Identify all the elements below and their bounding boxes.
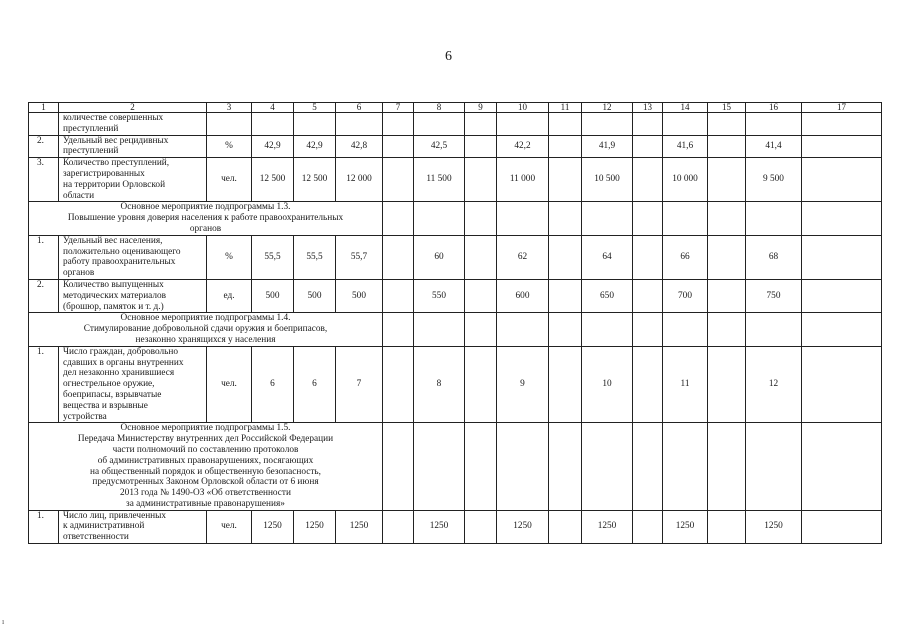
- value-cell: 1250: [414, 510, 465, 543]
- value-cell: [633, 279, 663, 312]
- value-cell: [383, 158, 414, 202]
- empty-cell: [414, 202, 465, 235]
- empty-cell: [383, 423, 414, 510]
- value-cell: [465, 279, 497, 312]
- column-number: 3: [207, 103, 252, 113]
- value-cell: 500: [294, 279, 336, 312]
- section-title-line: об административных правонарушениях, посягающих: [97, 455, 314, 466]
- indicator-name-line: ответственности: [63, 532, 129, 543]
- empty-cell: [663, 423, 708, 510]
- value-cell: 750: [746, 279, 802, 312]
- column-number-row: [29, 103, 882, 113]
- value-cell: [465, 113, 497, 136]
- value-cell: [465, 235, 497, 279]
- column-number: 10: [497, 103, 549, 113]
- column-number: 12: [582, 103, 633, 113]
- value-cell: 12 500: [294, 158, 336, 202]
- empty-cell: [465, 313, 497, 346]
- value-cell: 550: [414, 279, 465, 312]
- value-cell: 10 500: [582, 158, 633, 202]
- column-number: 4: [252, 103, 294, 113]
- page-number: 6: [445, 49, 452, 64]
- column-number: 15: [708, 103, 746, 113]
- value-cell: [708, 113, 746, 136]
- section-title-line: Основное мероприятие подпрограммы 1.4.: [120, 313, 291, 324]
- empty-cell: [414, 423, 465, 510]
- empty-cell: [414, 313, 465, 346]
- empty-cell: [802, 202, 882, 235]
- indicator-name-line: Число лиц, привлеченных: [63, 510, 167, 521]
- value-cell: [633, 510, 663, 543]
- value-cell: [549, 135, 582, 158]
- value-cell: 1250: [336, 510, 383, 543]
- empty-cell: [582, 423, 633, 510]
- indicator-name-line: количестве совершенных: [63, 113, 164, 123]
- empty-cell: [663, 313, 708, 346]
- value-cell: [633, 346, 663, 423]
- value-cell: [414, 113, 465, 136]
- section-row: [29, 313, 882, 346]
- empty-cell: [708, 313, 746, 346]
- value-cell: [708, 135, 746, 158]
- section-row: [29, 423, 882, 510]
- section-title-line: незаконно хранящихся у населения: [135, 334, 276, 345]
- value-cell: 12 000: [336, 158, 383, 202]
- value-cell: [549, 235, 582, 279]
- row-number: 1.: [29, 235, 59, 279]
- value-cell: [549, 510, 582, 543]
- value-cell: [549, 346, 582, 423]
- empty-cell: [497, 313, 549, 346]
- indicator-name-line: к административной: [63, 521, 145, 532]
- row-number: 2.: [29, 279, 59, 312]
- empty-cell: [465, 423, 497, 510]
- value-cell: 11 500: [414, 158, 465, 202]
- value-cell: 11 000: [497, 158, 549, 202]
- indicator-name-line: Число граждан, добровольно: [63, 346, 179, 357]
- column-number: 1: [29, 103, 59, 113]
- indicator-name: [59, 279, 207, 312]
- value-cell: 42,9: [252, 135, 294, 158]
- section-title-line: Основное мероприятие подпрограммы 1.3.: [120, 202, 291, 213]
- column-number: 6: [336, 103, 383, 113]
- section-title: [29, 423, 383, 510]
- section-title-line: 2013 года № 1490-ОЗ «Об ответственности: [120, 488, 291, 499]
- indicator-name-line: на территории Орловской: [63, 179, 166, 190]
- value-cell: [383, 235, 414, 279]
- indicator-row: [29, 158, 882, 202]
- value-cell: [663, 113, 708, 136]
- value-cell: 55,5: [294, 235, 336, 279]
- value-cell: 55,5: [252, 235, 294, 279]
- section-title-line: за административные правонарушения»: [126, 498, 285, 509]
- value-cell: [549, 113, 582, 136]
- indicator-name: [59, 346, 207, 423]
- indicator-name-line: преступлений: [63, 146, 119, 157]
- indicator-name-line: (брошюр, памяток и т. д.): [63, 301, 164, 312]
- value-cell: 41,6: [663, 135, 708, 158]
- value-cell: [294, 113, 336, 136]
- value-cell: 11: [663, 346, 708, 423]
- indicator-row: [29, 510, 882, 543]
- row-number: 3.: [29, 158, 59, 202]
- value-cell: [383, 510, 414, 543]
- indicator-row: [29, 235, 882, 279]
- value-cell: 1250: [746, 510, 802, 543]
- value-cell: [383, 135, 414, 158]
- value-cell: 1250: [497, 510, 549, 543]
- section-title: [29, 202, 383, 235]
- table-body: [29, 103, 882, 544]
- value-cell: [383, 113, 414, 136]
- section-title-line: органов: [189, 223, 222, 234]
- indicators-table: [28, 102, 882, 544]
- value-cell: 64: [582, 235, 633, 279]
- empty-cell: [633, 423, 663, 510]
- empty-cell: [663, 202, 708, 235]
- value-cell: 12 500: [252, 158, 294, 202]
- value-cell: 1250: [294, 510, 336, 543]
- value-cell: [802, 279, 882, 312]
- indicator-row: [29, 113, 882, 136]
- value-cell: [465, 346, 497, 423]
- value-cell: 6: [294, 346, 336, 423]
- value-cell: 6: [252, 346, 294, 423]
- value-cell: 66: [663, 235, 708, 279]
- indicator-row: [29, 346, 882, 423]
- value-cell: 55,7: [336, 235, 383, 279]
- indicator-name: [59, 158, 207, 202]
- empty-cell: [633, 313, 663, 346]
- indicator-name-line: сдавших в органы внутренних: [63, 357, 184, 368]
- column-number: 13: [633, 103, 663, 113]
- value-cell: [708, 158, 746, 202]
- column-number: 16: [746, 103, 802, 113]
- value-cell: [497, 113, 549, 136]
- column-number: 2: [59, 103, 207, 113]
- indicator-name-line: Удельный вес населения,: [63, 235, 163, 246]
- section-title-line: Стимулирование добровольной сдачи оружия и боеприпасов,: [83, 324, 328, 335]
- value-cell: 1250: [582, 510, 633, 543]
- indicator-name-line: боеприпасы, взрывчатые: [63, 389, 162, 400]
- value-cell: 650: [582, 279, 633, 312]
- empty-cell: [582, 202, 633, 235]
- value-cell: [633, 235, 663, 279]
- unit-cell: чел.: [207, 346, 252, 423]
- empty-cell: [633, 202, 663, 235]
- indicator-name-line: Количество выпущенных: [63, 279, 164, 290]
- indicator-name: [59, 235, 207, 279]
- value-cell: [383, 279, 414, 312]
- value-cell: 1250: [252, 510, 294, 543]
- value-cell: [708, 510, 746, 543]
- value-cell: [582, 113, 633, 136]
- indicator-name: [59, 135, 207, 158]
- column-number: 8: [414, 103, 465, 113]
- empty-cell: [746, 202, 802, 235]
- indicator-name: [59, 510, 207, 543]
- column-number: 7: [383, 103, 414, 113]
- indicator-name-line: дел незаконно хранившиеся: [63, 368, 175, 379]
- indicator-name-line: работу правоохранительных: [63, 257, 176, 268]
- column-number: 9: [465, 103, 497, 113]
- section-title-line: Повышение уровня доверия населения к работе правоохранительных: [67, 213, 344, 224]
- value-cell: [633, 158, 663, 202]
- indicator-name-line: преступлений: [63, 123, 119, 134]
- value-cell: 10 000: [663, 158, 708, 202]
- value-cell: [633, 113, 663, 136]
- section-title-line: Передача Министерству внутренних дел Российской Федерации: [77, 434, 334, 445]
- empty-cell: [746, 313, 802, 346]
- empty-cell: [802, 313, 882, 346]
- column-number: 14: [663, 103, 708, 113]
- value-cell: 62: [497, 235, 549, 279]
- indicator-name-line: вещества и взрывные: [63, 400, 148, 411]
- value-cell: 41,9: [582, 135, 633, 158]
- value-cell: [802, 135, 882, 158]
- value-cell: 42,9: [294, 135, 336, 158]
- value-cell: [802, 510, 882, 543]
- indicator-name-line: органов: [63, 268, 95, 279]
- section-title-line: на общественный порядок и общественную безопасность,: [90, 466, 321, 477]
- empty-cell: [549, 313, 582, 346]
- value-cell: 8: [414, 346, 465, 423]
- value-cell: 9 500: [746, 158, 802, 202]
- value-cell: [465, 158, 497, 202]
- value-cell: 500: [336, 279, 383, 312]
- row-number: [29, 113, 59, 136]
- column-number: 11: [549, 103, 582, 113]
- empty-cell: [582, 313, 633, 346]
- empty-cell: [383, 313, 414, 346]
- indicator-row: [29, 135, 882, 158]
- value-cell: 500: [252, 279, 294, 312]
- value-cell: [465, 135, 497, 158]
- empty-cell: [802, 423, 882, 510]
- value-cell: 60: [414, 235, 465, 279]
- value-cell: [708, 235, 746, 279]
- value-cell: 600: [497, 279, 549, 312]
- section-row: [29, 202, 882, 235]
- value-cell: 42,5: [414, 135, 465, 158]
- value-cell: [802, 235, 882, 279]
- unit-cell: %: [207, 135, 252, 158]
- empty-cell: [746, 423, 802, 510]
- empty-cell: [549, 423, 582, 510]
- empty-cell: [465, 202, 497, 235]
- row-number: 1.: [29, 510, 59, 543]
- value-cell: [708, 279, 746, 312]
- value-cell: [708, 346, 746, 423]
- unit-cell: чел.: [207, 510, 252, 543]
- value-cell: 10: [582, 346, 633, 423]
- unit-cell: [207, 113, 252, 136]
- indicator-name-line: зарегистрированных: [63, 168, 145, 179]
- indicator-name-line: Удельный вес рецидивных: [63, 135, 169, 146]
- empty-cell: [549, 202, 582, 235]
- value-cell: [252, 113, 294, 136]
- unit-cell: %: [207, 235, 252, 279]
- section-title-line: части полномочий по составлению протоколов: [112, 444, 299, 455]
- unit-cell: чел.: [207, 158, 252, 202]
- value-cell: [336, 113, 383, 136]
- row-number: 1.: [29, 346, 59, 423]
- indicator-row: [29, 279, 882, 312]
- indicator-name-line: положительно оценивающего: [63, 246, 181, 257]
- value-cell: [633, 135, 663, 158]
- indicator-name: [59, 113, 207, 136]
- indicator-name-line: устройства: [63, 411, 107, 422]
- empty-cell: [497, 423, 549, 510]
- column-number: 5: [294, 103, 336, 113]
- value-cell: [549, 158, 582, 202]
- value-cell: 12: [746, 346, 802, 423]
- margin-mark: ı: [2, 617, 5, 626]
- empty-cell: [383, 202, 414, 235]
- value-cell: [802, 113, 882, 136]
- value-cell: 700: [663, 279, 708, 312]
- value-cell: [465, 510, 497, 543]
- indicator-name-line: области: [63, 190, 95, 201]
- value-cell: [549, 279, 582, 312]
- section-title-line: Основное мероприятие подпрограммы 1.5.: [120, 423, 291, 434]
- value-cell: 41,4: [746, 135, 802, 158]
- value-cell: [746, 113, 802, 136]
- value-cell: 7: [336, 346, 383, 423]
- value-cell: 68: [746, 235, 802, 279]
- empty-cell: [708, 423, 746, 510]
- value-cell: [802, 158, 882, 202]
- value-cell: 42,8: [336, 135, 383, 158]
- empty-cell: [708, 202, 746, 235]
- value-cell: [802, 346, 882, 423]
- column-number: 17: [802, 103, 882, 113]
- value-cell: 42,2: [497, 135, 549, 158]
- empty-cell: [497, 202, 549, 235]
- value-cell: 1250: [663, 510, 708, 543]
- unit-cell: ед.: [207, 279, 252, 312]
- section-title: [29, 313, 383, 346]
- indicator-name-line: огнестрельное оружие,: [63, 379, 155, 390]
- indicator-name-line: методических материалов: [63, 290, 167, 301]
- value-cell: [383, 346, 414, 423]
- indicator-name-line: Количество преступлений,: [63, 158, 170, 169]
- section-title-line: предусмотренных Законом Орловской области от 6 июня: [92, 477, 319, 488]
- row-number: 2.: [29, 135, 59, 158]
- value-cell: 9: [497, 346, 549, 423]
